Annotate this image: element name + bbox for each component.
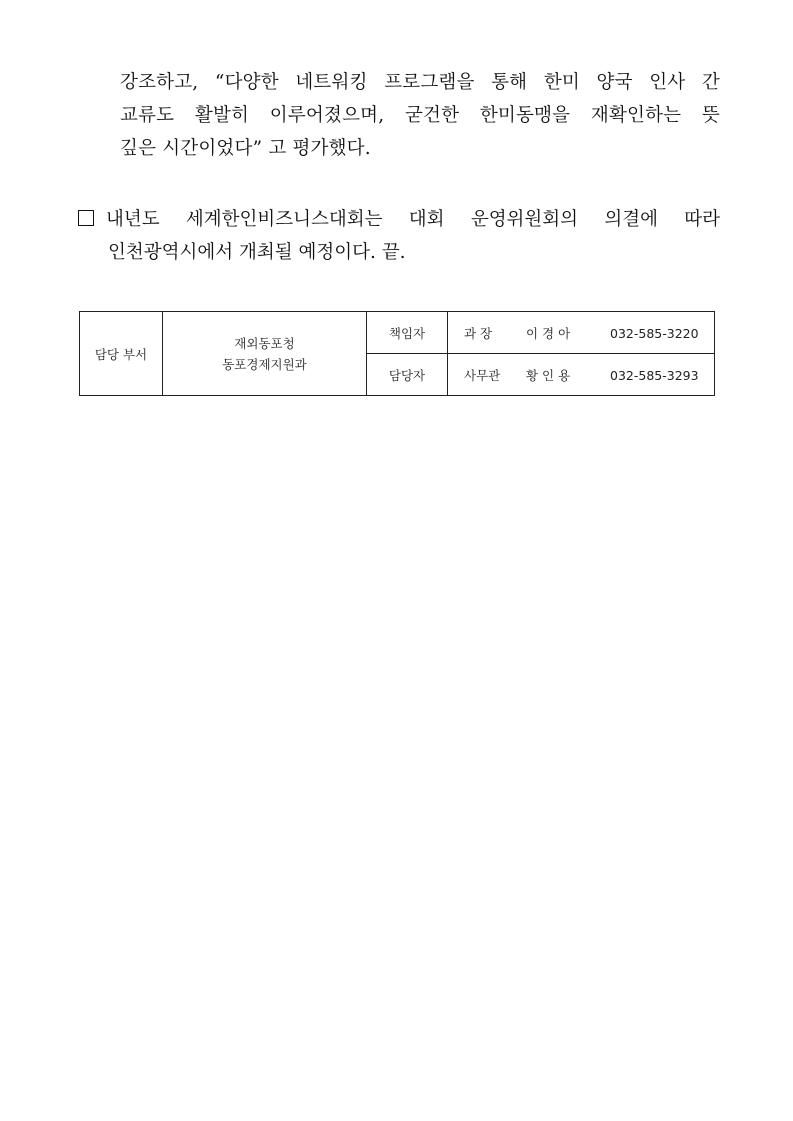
paragraph-line: 깊은 시간이었다” 고 평가했다. bbox=[120, 138, 371, 159]
contact-table bbox=[79, 311, 715, 396]
dept-division: 동포경제지원과 bbox=[222, 356, 307, 372]
table-row bbox=[80, 312, 715, 354]
dept-label-cell: 담당 부서 bbox=[80, 312, 163, 396]
paragraph-line: 인천광역시에서 개최될 예정이다. 끝. bbox=[108, 242, 406, 263]
role-cell: 책임자 bbox=[367, 312, 448, 354]
dept-name-cell bbox=[163, 312, 367, 396]
position-title: 과 장 bbox=[464, 325, 493, 341]
body-paragraph-quote bbox=[120, 66, 720, 165]
person-name: 이 경 아 bbox=[526, 325, 571, 341]
person-cell bbox=[448, 312, 715, 354]
paragraph-line: 내년도 세계한인비즈니스대회는 대회 운영위원회의 의결에 따라 bbox=[106, 209, 720, 230]
person-cell bbox=[448, 354, 715, 396]
dept-agency: 재외동포청 bbox=[234, 335, 295, 351]
person-name: 황 인 용 bbox=[526, 367, 571, 383]
paragraph-line: 교류도 활발히 이루어졌으며, 굳건한 한미동맹을 재확인하는 뜻 bbox=[120, 105, 720, 126]
role-cell: 담당자 bbox=[367, 354, 448, 396]
position-title: 사무관 bbox=[464, 367, 501, 383]
phone-number: 032-585-3220 bbox=[610, 325, 699, 341]
paragraph-line: 강조하고, “다양한 네트워킹 프로그램을 통해 한미 양국 인사 간 bbox=[120, 72, 720, 93]
square-bullet-icon bbox=[78, 210, 94, 226]
phone-number: 032-585-3293 bbox=[610, 367, 699, 383]
body-paragraph-next-event bbox=[78, 203, 720, 269]
